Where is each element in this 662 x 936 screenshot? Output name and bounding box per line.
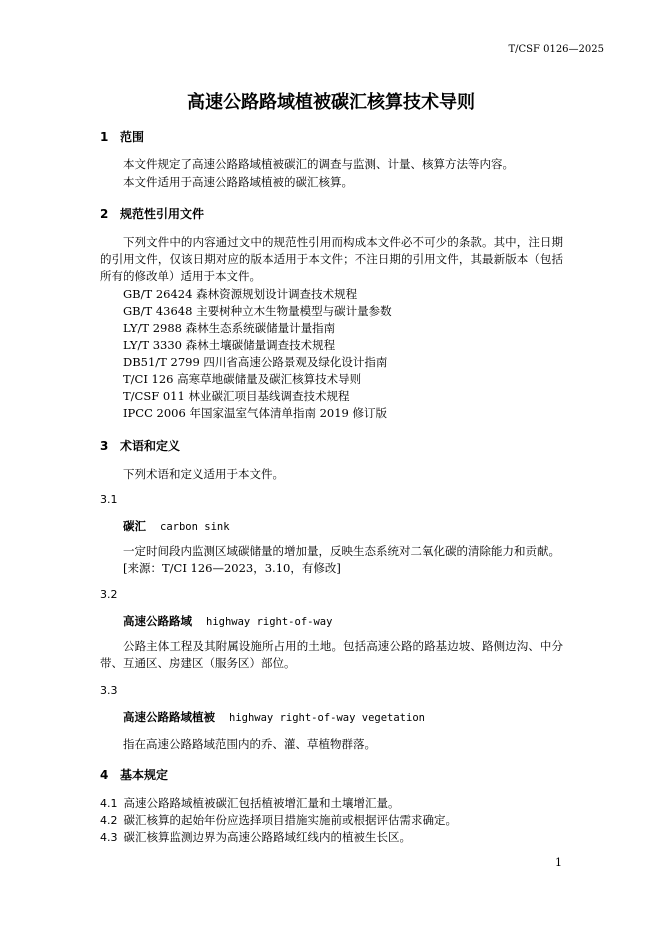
section-number: 4: [100, 768, 109, 782]
term-zh: 碳汇: [123, 519, 146, 533]
paragraph: 下列文件中的内容通过文中的规范性引用而构成本文件必不可少的条款。其中，注日期的引用文件，仅该日期对应的版本适用于本文件；不注日期的引用文件，其最新版本（包括所有的修改单）适用于本文件。: [100, 235, 563, 283]
term-definition: 一定时间段内监测区域碳储量的增加量，反映生态系统对二氧化碳的清除能力和贡献。: [123, 544, 560, 558]
term-definition: 公路主体工程及其附属设施所占用的土地。包括高速公路的路基边坡、路侧边沟、中分带、互通区、房建区（服务区）部位。: [100, 639, 563, 670]
term-entry: [123, 518, 230, 534]
term-definition: 指在高速公路路域范围内的乔、灌、草植物群落。: [123, 737, 376, 751]
term-entry: [123, 709, 425, 725]
term-number: 3.3: [100, 684, 118, 697]
reference-item: DB51/T 2799 四川省高速公路景观及绿化设计指南: [123, 355, 388, 369]
term-number: 3.1: [100, 493, 118, 506]
document-id: T/CSF 0126—2025: [508, 44, 604, 55]
clause-item: [100, 829, 411, 845]
clause-number: 4.3: [100, 831, 118, 844]
page-number: 1: [555, 856, 562, 869]
reference-item: GB/T 26424 森林资源规划设计调查技术规程: [123, 287, 358, 301]
section-number: 2: [100, 207, 109, 221]
clause-item: [100, 795, 400, 811]
clause-text: 碳汇核算的起始年份应选择项目措施实施前或根据评估需求确定。: [123, 813, 457, 827]
section-number: 3: [100, 439, 109, 453]
term-en: highway right-of-way: [206, 616, 333, 628]
section-heading-4: [100, 766, 168, 783]
term-source: [来源：T/CI 126—2023，3.10，有修改]: [123, 561, 341, 575]
term-zh: 高速公路路域植被: [123, 710, 215, 724]
section-title: 基本规定: [120, 768, 169, 782]
reference-item: T/CSF 011 林业碳汇项目基线调查技术规程: [123, 389, 350, 403]
section-number: 1: [100, 130, 109, 144]
section-title: 术语和定义: [120, 439, 181, 453]
term-en: carbon sink: [160, 521, 230, 533]
reference-item: LY/T 3330 森林土壤碳储量调查技术规程: [123, 338, 336, 352]
reference-item: IPCC 2006 年国家温室气体清单指南 2019 修订版: [123, 406, 388, 420]
section-title: 范围: [120, 130, 145, 144]
section-heading-1: [100, 128, 144, 145]
reference-item: GB/T 43648 主要树种立木生物量模型与碳计量参数: [123, 304, 392, 318]
paragraph: 下列术语和定义适用于本文件。: [123, 467, 284, 481]
paragraph: 本文件适用于高速公路路域植被的碳汇核算。: [123, 175, 353, 189]
clause-text: 高速公路路域植被碳汇包括植被增汇量和土壤增汇量。: [123, 796, 400, 810]
clause-number: 4.1: [100, 797, 118, 810]
term-number: 3.2: [100, 588, 118, 601]
section-heading-3: [100, 437, 180, 454]
section-title: 规范性引用文件: [120, 207, 205, 221]
reference-item: T/CI 126 高寒草地碳储量及碳汇核算技术导则: [123, 372, 362, 386]
paragraph: 本文件规定了高速公路路域植被碳汇的调查与监测、计量、核算方法等内容。: [123, 157, 514, 171]
section-heading-2: [100, 205, 204, 222]
clause-number: 4.2: [100, 814, 118, 827]
term-entry: [123, 613, 332, 629]
reference-item: LY/T 2988 森林生态系统碳储量计量指南: [123, 321, 336, 335]
term-en: highway right-of-way vegetation: [229, 712, 425, 724]
term-zh: 高速公路路域: [123, 614, 192, 628]
clause-text: 碳汇核算监测边界为高速公路路域红线内的植被生长区。: [123, 830, 411, 844]
clause-item: [100, 812, 457, 828]
document-title: 高速公路路域植被碳汇核算技术导则: [187, 92, 475, 113]
